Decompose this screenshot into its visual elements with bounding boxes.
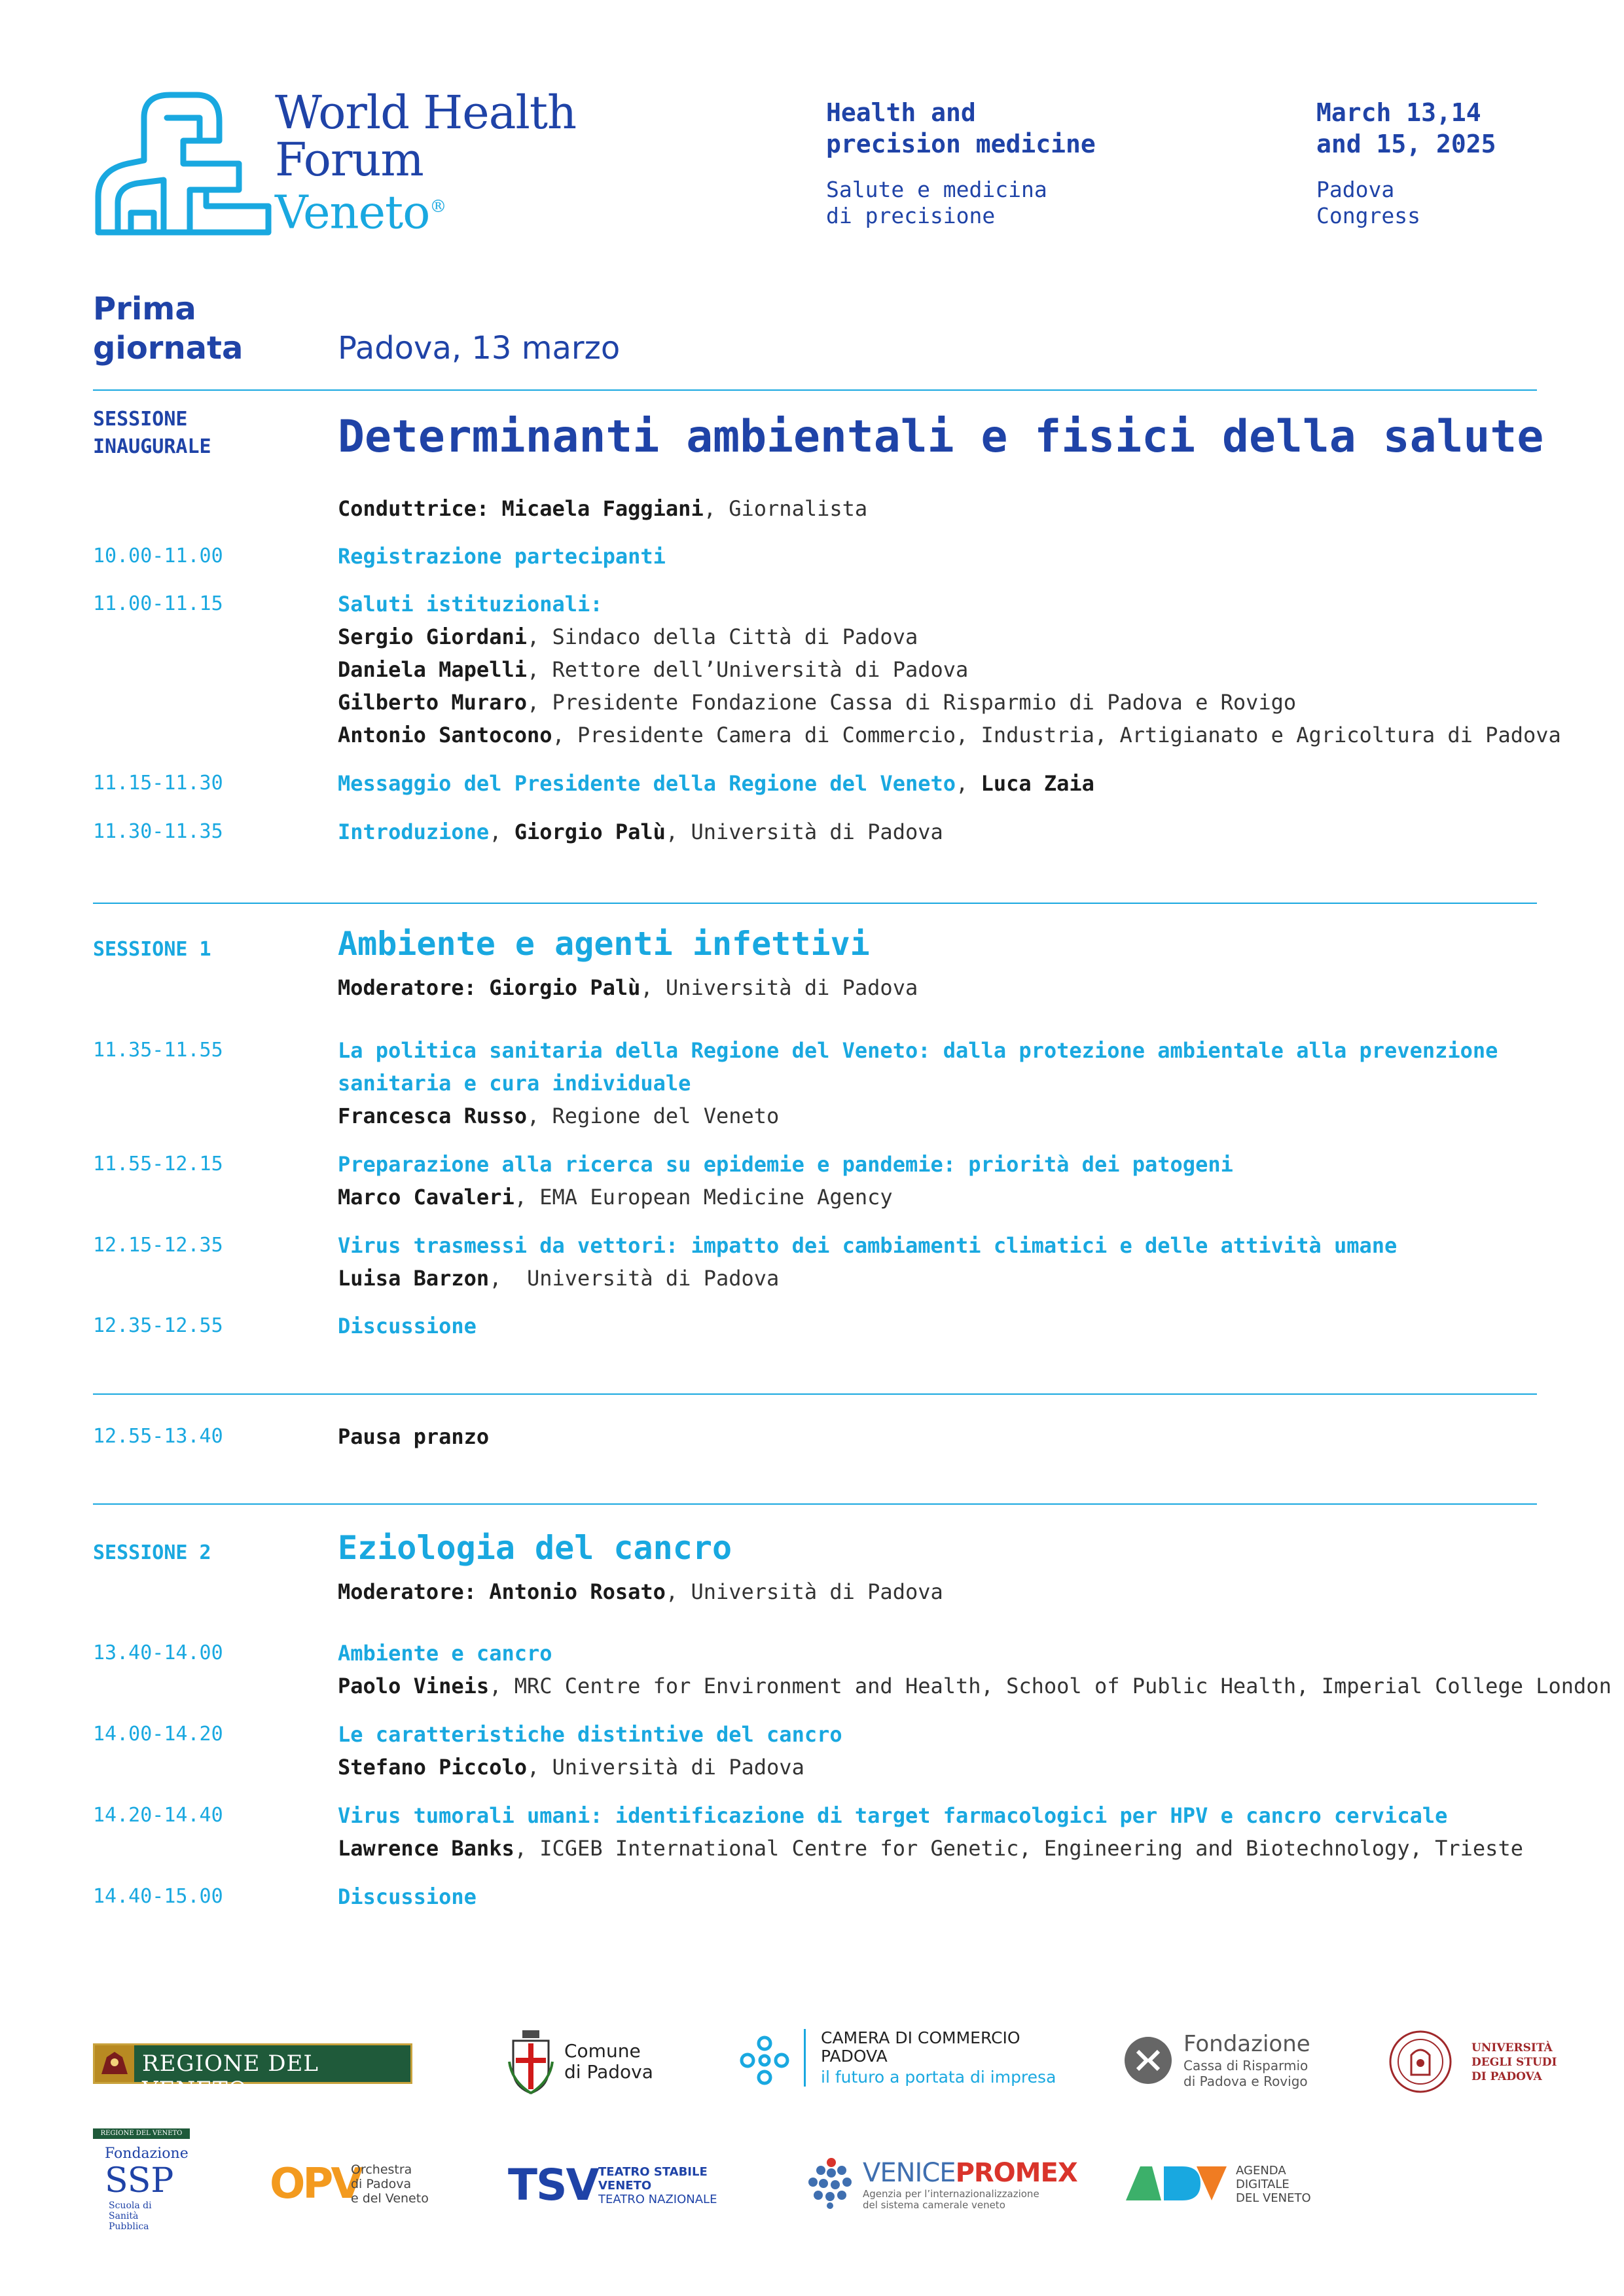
venue-1: Padova <box>1316 177 1395 202</box>
date-2: and 15, 2025 <box>1316 130 1496 158</box>
tsv-label-3: TEATRO NAZIONALE <box>598 2193 717 2206</box>
ssp-label-3: Scuola di <box>109 2200 152 2211</box>
venicepromex-wordmark: VENICEPROMEX <box>863 2158 1077 2188</box>
agenda-item: Registrazione partecipanti <box>338 544 666 569</box>
ssp-regione-strip: REGIONE DEL VENETO <box>93 2128 190 2139</box>
venue-2: Congress <box>1316 203 1420 228</box>
lion-crest-icon <box>95 2045 134 2082</box>
divider <box>93 1503 1537 1505</box>
opv-label-2: di Padova <box>351 2177 412 2191</box>
time-slot: 12.55-13.40 <box>93 1425 223 1448</box>
talk-title: La politica sanitaria della Regione del Veneto: dalla protezione ambientale alla prevenzione <box>338 1038 1498 1063</box>
venicepromex-icon <box>804 2155 859 2210</box>
session-inaugural-title: Determinanti ambientali e fisici della salute <box>338 411 1544 463</box>
session-inaugural-label-1: SESSIONE <box>93 408 188 431</box>
talk-title: Preparazione alla ricerca su epidemie e pandemie: priorità dei patogeni <box>338 1152 1233 1177</box>
fondazione-icon <box>1123 2036 1173 2085</box>
talk-title: Virus tumorali umani: identificazione di target farmacologici per HPV e cancro cervicale <box>338 1803 1448 1828</box>
time-slot: 14.40-15.00 <box>93 1885 223 1908</box>
brand-line-1: World Health <box>275 86 577 139</box>
world-health-forum-logo-icon <box>92 92 281 242</box>
divider <box>93 389 1537 391</box>
speaker-line: Francesca Russo, Regione del Veneto <box>338 1103 780 1128</box>
time-slot: 11.15-11.30 <box>93 772 223 795</box>
unipd-label-2: DEGLI STUDI <box>1471 2056 1557 2069</box>
speaker-line: Gilberto Muraro, Presidente Fondazione Cassa di Risparmio di Padova e Rovigo <box>338 690 1297 715</box>
theme-it-2: di precisione <box>826 203 996 228</box>
opv-label-3: e del Veneto <box>351 2191 429 2206</box>
speaker-line: Daniela Mapelli, Rettore dell’Università di Padova <box>338 657 969 682</box>
brand-line-2: Forum <box>275 133 424 187</box>
adv-label-3: DEL VENETO <box>1236 2191 1311 2205</box>
session-2-label: SESSIONE 2 <box>93 1541 211 1564</box>
day-title-2: giornata <box>93 330 244 367</box>
camera-commercio-icon <box>738 2034 791 2087</box>
tsv-label-2: VENETO <box>598 2179 652 2193</box>
fondazione-label-2: Cassa di Risparmio <box>1183 2058 1308 2073</box>
venicepromex-label-2: del sistema camerale veneto <box>863 2199 1005 2211</box>
time-slot: 11.35-11.55 <box>93 1039 223 1062</box>
host-line: Conduttrice: Micaela Faggiani, Giornalista <box>338 496 868 521</box>
time-slot: 14.00-14.20 <box>93 1723 223 1746</box>
comune-padova-crest-icon <box>508 2029 554 2094</box>
divider <box>93 903 1537 904</box>
divider <box>804 2029 806 2087</box>
divider <box>93 1393 1537 1395</box>
time-slot: 14.20-14.40 <box>93 1804 223 1827</box>
talk-title: sanitaria e cura individuale <box>338 1071 691 1096</box>
talk-title: Discussione <box>338 1314 477 1338</box>
speaker-line: Marco Cavaleri, EMA European Medicine Agency <box>338 1185 893 1210</box>
speaker-line: Luisa Barzon, Università di Padova <box>338 1266 780 1291</box>
theme-en-1: Health and <box>826 98 976 127</box>
speaker-line: Paolo Vineis, MRC Centre for Environment and Health, School of Public Health, Imperial College London <box>338 1674 1612 1698</box>
camera-label-3: il futuro a portata di impresa <box>821 2068 1056 2087</box>
adv-logo-icon <box>1123 2164 1228 2203</box>
opv-label-1: Orchestra <box>351 2162 412 2177</box>
session-inaugural-label-2: INAUGURALE <box>93 435 211 458</box>
time-slot: 11.30-11.35 <box>93 820 223 843</box>
ssp-label-5: Pubblica <box>109 2221 149 2232</box>
time-slot: 12.15-12.35 <box>93 1234 223 1257</box>
unipd-label-3: DI PADOVA <box>1471 2070 1542 2083</box>
adv-label-2: DIGITALE <box>1236 2178 1290 2191</box>
camera-label-1: CAMERA DI COMMERCIO <box>821 2028 1020 2047</box>
ssp-label-2: SSP <box>105 2161 174 2200</box>
moderator-line: Moderatore: Antonio Rosato, Università di Padova <box>338 1579 943 1604</box>
adv-label-1: AGENDA <box>1236 2164 1286 2178</box>
talk-title: Ambiente e cancro <box>338 1641 552 1666</box>
theme-en-2: precision medicine <box>826 130 1096 158</box>
speaker-line: Sergio Giordani, Sindaco della Città di Padova <box>338 624 918 649</box>
agenda-item: Messaggio del Presidente della Regione del Veneto, Luca Zaia <box>338 771 1094 796</box>
brand-line-3: Veneto® <box>275 185 446 240</box>
tsv-logo: TSV <box>508 2160 598 2210</box>
fondazione-label-3: di Padova e Rovigo <box>1183 2073 1308 2089</box>
day-place-date: Padova, 13 marzo <box>338 330 621 367</box>
talk-title: Le caratteristiche distintive del cancro <box>338 1722 842 1747</box>
time-slot: 11.55-12.15 <box>93 1153 223 1175</box>
camera-label-2: PADOVA <box>821 2047 888 2066</box>
unipd-label-1: UNIVERSITÀ <box>1471 2041 1553 2054</box>
regione-veneto-logo: REGIONE DEL VENETO <box>93 2043 412 2084</box>
session-1-label: SESSIONE 1 <box>93 938 211 961</box>
day-title-1: Prima <box>93 291 196 327</box>
tsv-label-1: TEATRO STABILE <box>598 2165 708 2179</box>
date-1: March 13,14 <box>1316 98 1481 127</box>
agenda-item: Saluti istituzionali: <box>338 592 603 617</box>
comune-label-2: di Padova <box>564 2061 653 2083</box>
speaker-line: Lawrence Banks, ICGEB International Centre for Genetic, Engineering and Biotechnology, Trieste <box>338 1836 1523 1861</box>
time-slot: 13.40-14.00 <box>93 1641 223 1664</box>
talk-title: Discussione <box>338 1884 477 1909</box>
time-slot: 11.00-11.15 <box>93 592 223 615</box>
moderator-line: Moderatore: Giorgio Palù, Università di Padova <box>338 975 918 1000</box>
fondazione-label-1: Fondazione <box>1183 2031 1310 2057</box>
opv-logo: OPV <box>270 2160 361 2208</box>
speaker-line: Stefano Piccolo, Università di Padova <box>338 1755 804 1780</box>
session-1-title: Ambiente e agenti infettivi <box>338 925 870 963</box>
ssp-label-4: Sanità <box>109 2211 139 2221</box>
session-2-title: Eziologia del cancro <box>338 1529 732 1567</box>
time-slot: 12.35-12.55 <box>93 1314 223 1337</box>
comune-label-1: Comune <box>564 2040 641 2062</box>
lunch-label: Pausa pranzo <box>338 1424 490 1449</box>
talk-title: Virus trasmessi da vettori: impatto dei cambiamenti climatici e delle attività umane <box>338 1233 1398 1258</box>
venicepromex-label-1: Agenzia per l’internazionalizzazione <box>863 2188 1039 2200</box>
time-slot: 10.00-11.00 <box>93 545 223 567</box>
unipd-seal-icon <box>1388 2029 1453 2094</box>
ssp-label-1: Fondazione <box>105 2145 189 2162</box>
agenda-item: Introduzione, Giorgio Palù, Università di Padova <box>338 819 943 844</box>
theme-it-1: Salute e medicina <box>826 177 1047 202</box>
speaker-line: Antonio Santocono, Presidente Camera di Commercio, Industria, Artigianato e Agricoltura di Padova <box>338 723 1561 747</box>
